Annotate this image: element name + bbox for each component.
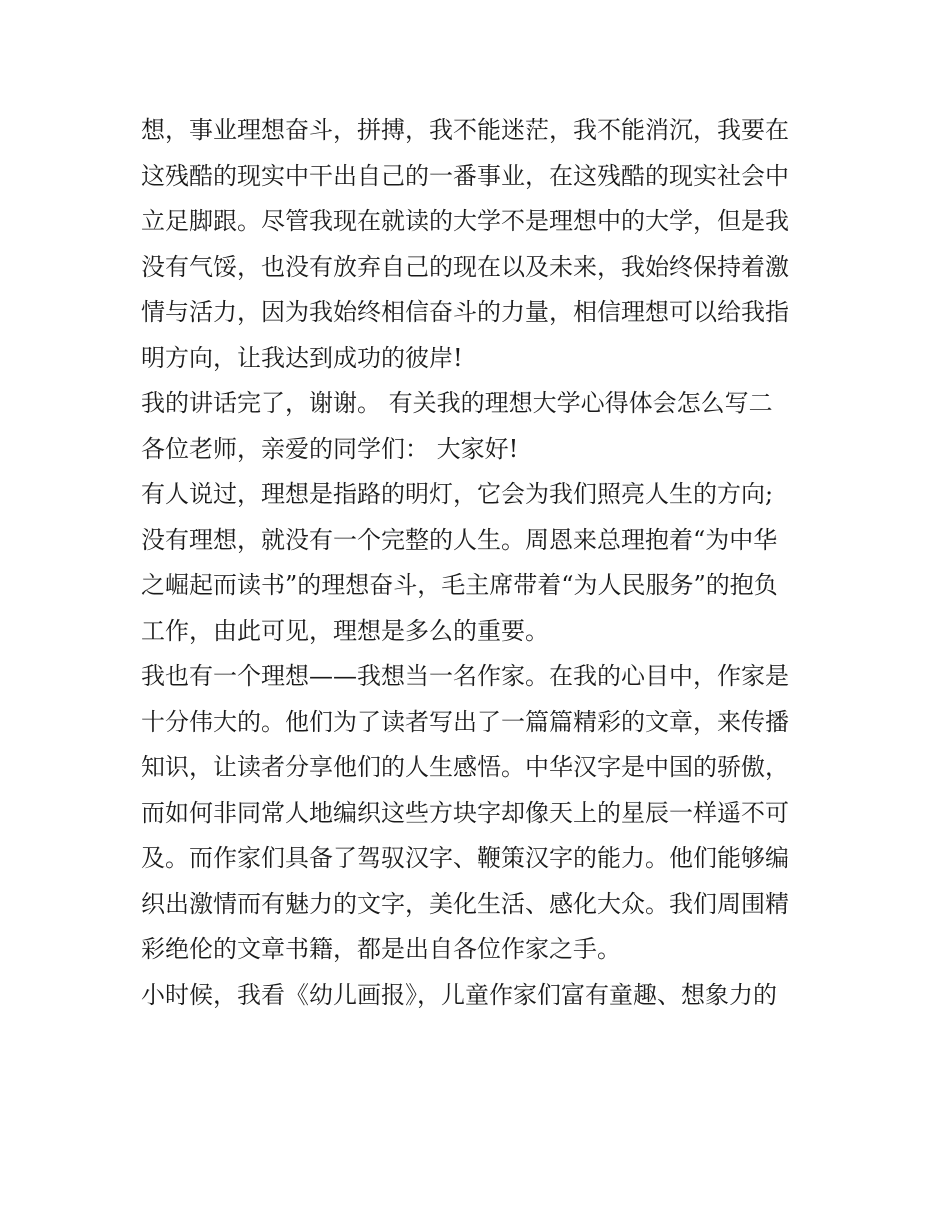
text-line: 这残酷的现实中干出自己的一番事业，在这残酷的现实社会中 <box>141 161 789 190</box>
text-line: 没有气馁，也没有放弃自己的现在以及未来，我始终保持着激 <box>141 252 789 281</box>
text-line: 小时候，我看《幼儿画报》，儿童作家们富有童趣、想象力的 <box>141 980 777 1009</box>
text-line: 我也有一个理想——我想当一名作家。在我的心目中，作家是 <box>141 662 789 690</box>
text-line: 情与活力，因为我始终相信奋斗的力量，相信理想可以给我指 <box>141 298 789 326</box>
text-line: 有人说过，理想是指路的明灯，它会为我们照亮人生的方向; <box>141 480 774 508</box>
text-line: 没有理想，就没有一个完整的人生。周恩来总理抱着“为中华 <box>141 525 778 554</box>
text-line: 工作，由此可见，理想是多么的重要。 <box>141 616 549 645</box>
text-line: 之崛起而读书”的理想奋斗，毛主席带着“为人民服务”的抱负 <box>141 571 778 599</box>
text-line: 彩绝伦的文章书籍，都是出自各位作家之手。 <box>141 935 621 963</box>
text-line: 织出激情而有魅力的文字，美化生活、感化大众。我们周围精 <box>141 889 789 918</box>
text-line: 明方向，让我达到成功的彼岸! <box>141 343 463 372</box>
text-line: 及。而作家们具备了驾驭汉字、鞭策汉字的能力。他们能够编 <box>141 844 789 872</box>
text-line: 十分伟大的。他们为了读者写出了一篇篇精彩的文章，来传播 <box>141 707 789 736</box>
document-body <box>141 108 821 1018</box>
text-line: 我的讲话完了，谢谢。 有关我的理想大学心得体会怎么写二 <box>141 389 773 417</box>
text-line: 想，事业理想奋斗，拼搏，我不能迷茫，我不能消沉，我要在 <box>141 116 789 144</box>
text-line: 知识，让读者分享他们的人生感悟。中华汉字是中国的骄傲， <box>141 753 789 781</box>
text-line: 立足脚跟。尽管我现在就读的大学不是理想中的大学，但是我 <box>141 207 789 235</box>
text-line: 而如何非同常人地编织这些方块字却像天上的星辰一样遥不可 <box>141 798 789 827</box>
text-line: 各位老师，亲爱的同学们： 大家好! <box>141 434 519 463</box>
